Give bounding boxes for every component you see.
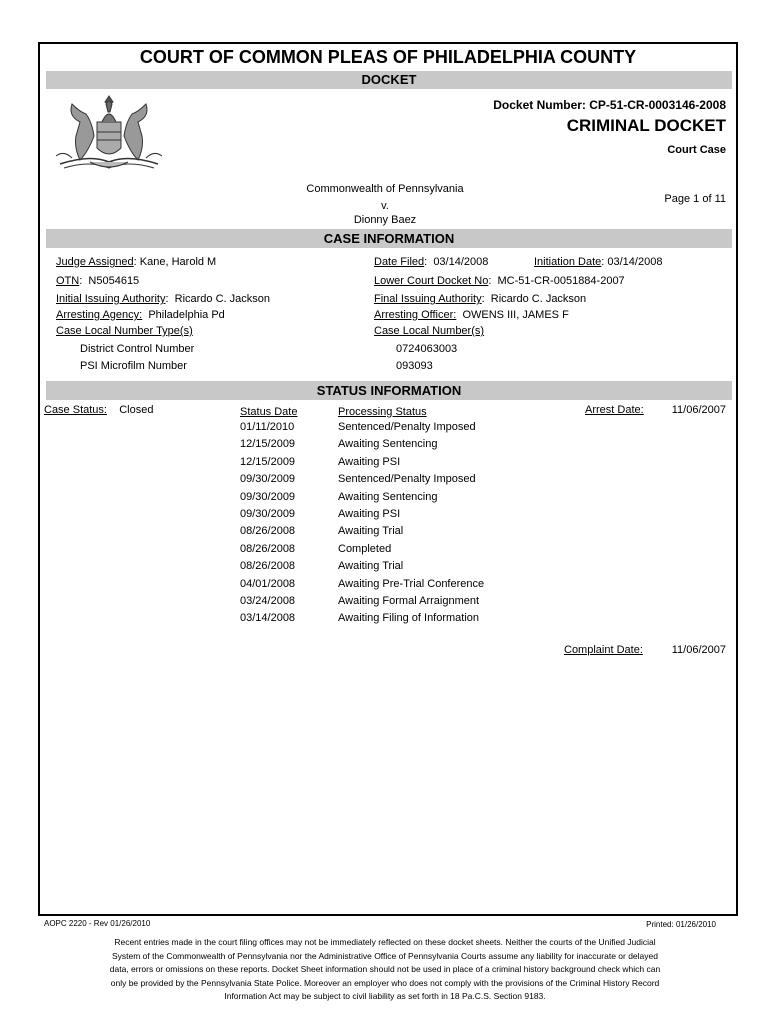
docket-bar: DOCKET — [46, 71, 732, 89]
status-row-status: Awaiting Sentencing — [338, 438, 438, 451]
form-id: AOPC 2220 - Rev 01/26/2010 — [44, 919, 151, 928]
complaint-date-value: 11/06/2007 — [671, 644, 726, 656]
arrest-date-value: 11/06/2007 — [671, 404, 726, 416]
initiation-date-label: Initiation Date — [534, 256, 602, 268]
status-row-date: 09/30/2009 — [240, 508, 296, 520]
status-row-date: 09/30/2009 — [240, 473, 296, 486]
initial-authority-value: Ricardo C. Jackson — [174, 293, 270, 305]
case-status-label: Case Status: — [44, 404, 107, 416]
status-information-bar: STATUS INFORMATION — [46, 381, 732, 400]
lower-court-value: MC-51-CR-0051884-2007 — [497, 275, 625, 287]
status-row-status: Completed — [338, 542, 392, 555]
local-type-label: Case Local Number Type(s) — [56, 325, 193, 337]
initiation-date-value: 03/14/2008 — [607, 256, 663, 268]
status-row-status: Sentenced/Penalty Imposed — [338, 421, 476, 433]
case-status-value: Closed — [119, 404, 154, 416]
printed-date: Printed: 01/26/2010 — [646, 920, 716, 929]
page-indicator: Page 1 of 11 — [664, 193, 726, 205]
versus: v. — [381, 200, 389, 212]
status-date-header: Status Date — [240, 406, 298, 418]
docket-frame: COURT OF COMMON PLEAS OF PHILADELPHIA COUNTY DOCKET Docket Number: CP-51-CR-0003146-2008 CRIMINAL DOCKET Court Case Commonwealth of Pennsylvania v. Dionny Baez Page 1 of 11 CASE INFORMATION Judge Assigned: Kane, Harold M OTN: N5054615 Initial Issuing Authority: Ricardo C. Jackson Arresting Agency: Philadelphia Pd Case Local Number Type(s) District Control Number PSI Microfilm Number Date Filed: 03/14/2008 Initiation Date: 03/14/2008 Lower Court Docket No: MC-51-CR-0051884-2007 Final Issuing Authority: Ricardo C. Jackson Arresting Officer: OWENS III, JAMES F Case Local Number(s) 0724063003 093093 STATUS INFORMATION Case Status: Closed Status Date Processing Status Arrest Date: 11/06/2007 Complaint Date: 11/06/2007 01/11/2010 Sentenced/Penalty Imposed 12/15/2009 Awaiting Sentencing 12/15/2009 Awaiting PSI 09/30/2009 Sentenced/Penalty Imposed 09/30/2009 Awaiting Sentencing 09/30/2009 Awaiting PSI 08/26/2008 Awaiting Trial 08/26/2008 Completed 08/26/2008 Awaiting Trial 04/01/2008 Awaiting Pre-Trial Conference 03/24/2008 Awaiting Formal Arraignment 03/14/2008 Awaiting Filing of Information — [38, 42, 738, 916]
arresting-agency-value: Philadelphia Pd — [148, 309, 225, 321]
status-row-status: Awaiting Trial — [338, 525, 404, 538]
status-row-date: 08/26/2008 — [240, 525, 296, 538]
local-type-2: PSI Microfilm Number — [80, 360, 187, 372]
disclaimer-line: only be provided by the Pennsylvania State Police. Moreover an employer who does not comply with the provisions of the Criminal History Record — [110, 977, 660, 988]
status-row-date: 03/24/2008 — [240, 595, 296, 607]
initial-authority-label: Initial Issuing Authority — [56, 293, 166, 305]
status-row-status: Awaiting Sentencing — [338, 490, 438, 503]
disclaimer-line: System of the Commonwealth of Pennsylvania nor the Administrative Office of Pennsylvania Courts assume any liability for inaccurate or delayed — [111, 950, 658, 961]
status-row-status: Awaiting Formal Arraignment — [338, 595, 480, 607]
coat-of-arms-icon — [50, 92, 168, 180]
disclaimer — [60, 936, 710, 1004]
status-row-date: 01/11/2010 — [240, 421, 295, 433]
disclaimer-line: Recent entries made in the court filing offices may not be immediately reflected on these docket sheets. Neither the courts of the Unified Judicial — [114, 937, 656, 947]
court-title: COURT OF COMMON PLEAS OF PHILADELPHIA COUNTY — [139, 47, 637, 67]
judge-value: Kane, Harold M — [139, 256, 217, 268]
docket-number: CP-51-CR-0003146-2008 — [589, 98, 726, 112]
arrest-date-label: Arrest Date: — [585, 404, 644, 416]
final-authority-label: Final Issuing Authority — [374, 293, 482, 305]
case-information-bar: CASE INFORMATION — [46, 229, 732, 248]
arresting-agency-label: Arresting Agency: — [56, 309, 143, 321]
local-number-2: 093093 — [396, 360, 433, 372]
local-number-label: Case Local Number(s) — [374, 325, 485, 337]
docket-type: CRIMINAL DOCKET — [566, 116, 726, 135]
disclaimer-line: data, errors or omissions on these reports. Docket Sheet information should not be used in place of a criminal history background check which can — [109, 964, 661, 974]
status-row-status: Sentenced/Penalty Imposed — [338, 473, 476, 486]
status-row-date: 04/01/2008 — [240, 577, 296, 590]
status-row-status: Awaiting Pre-Trial Conference — [338, 577, 485, 590]
otn-label: OTN — [56, 275, 80, 287]
processing-status-header: Processing Status — [338, 406, 427, 418]
arresting-officer-label: Arresting Officer: — [374, 309, 457, 321]
complaint-date-label: Complaint Date: — [564, 644, 643, 656]
status-row-date: 12/15/2009 — [240, 455, 296, 468]
status-row-date: 08/26/2008 — [240, 542, 296, 555]
case-kind: Court Case — [667, 144, 726, 156]
status-row-date: 08/26/2008 — [240, 560, 296, 573]
date-filed-value: 03/14/2008 — [433, 256, 489, 268]
judge-label: Judge Assigned — [56, 256, 134, 268]
date-filed-label: Date Filed — [374, 256, 425, 268]
defendant: Dionny Baez — [353, 214, 417, 226]
otn-value: N5054615 — [88, 275, 140, 287]
arresting-officer-value: OWENS III, JAMES F — [462, 309, 569, 321]
docket-number-label: Docket Number: — [493, 98, 586, 112]
plaintiff: Commonwealth of Pennsylvania — [306, 183, 464, 195]
final-authority-value: Ricardo C. Jackson — [490, 293, 587, 305]
disclaimer-line: Information Act may be subject to civil liability as set forth in 18 Pa.C.S. Section 9183. — [224, 991, 546, 1001]
status-row-status: Awaiting PSI — [338, 455, 401, 468]
local-type-1: District Control Number — [80, 343, 195, 355]
lower-court-label: Lower Court Docket No — [374, 275, 489, 287]
local-number-1: 0724063003 — [396, 343, 458, 355]
status-row-status: Awaiting PSI — [338, 508, 401, 520]
status-row-status: Awaiting Filing of Information — [338, 612, 480, 625]
status-row-date: 03/14/2008 — [240, 612, 296, 625]
status-row-status: Awaiting Trial — [338, 560, 404, 573]
status-row-date: 12/15/2009 — [240, 438, 296, 451]
status-row-date: 09/30/2009 — [240, 490, 296, 503]
